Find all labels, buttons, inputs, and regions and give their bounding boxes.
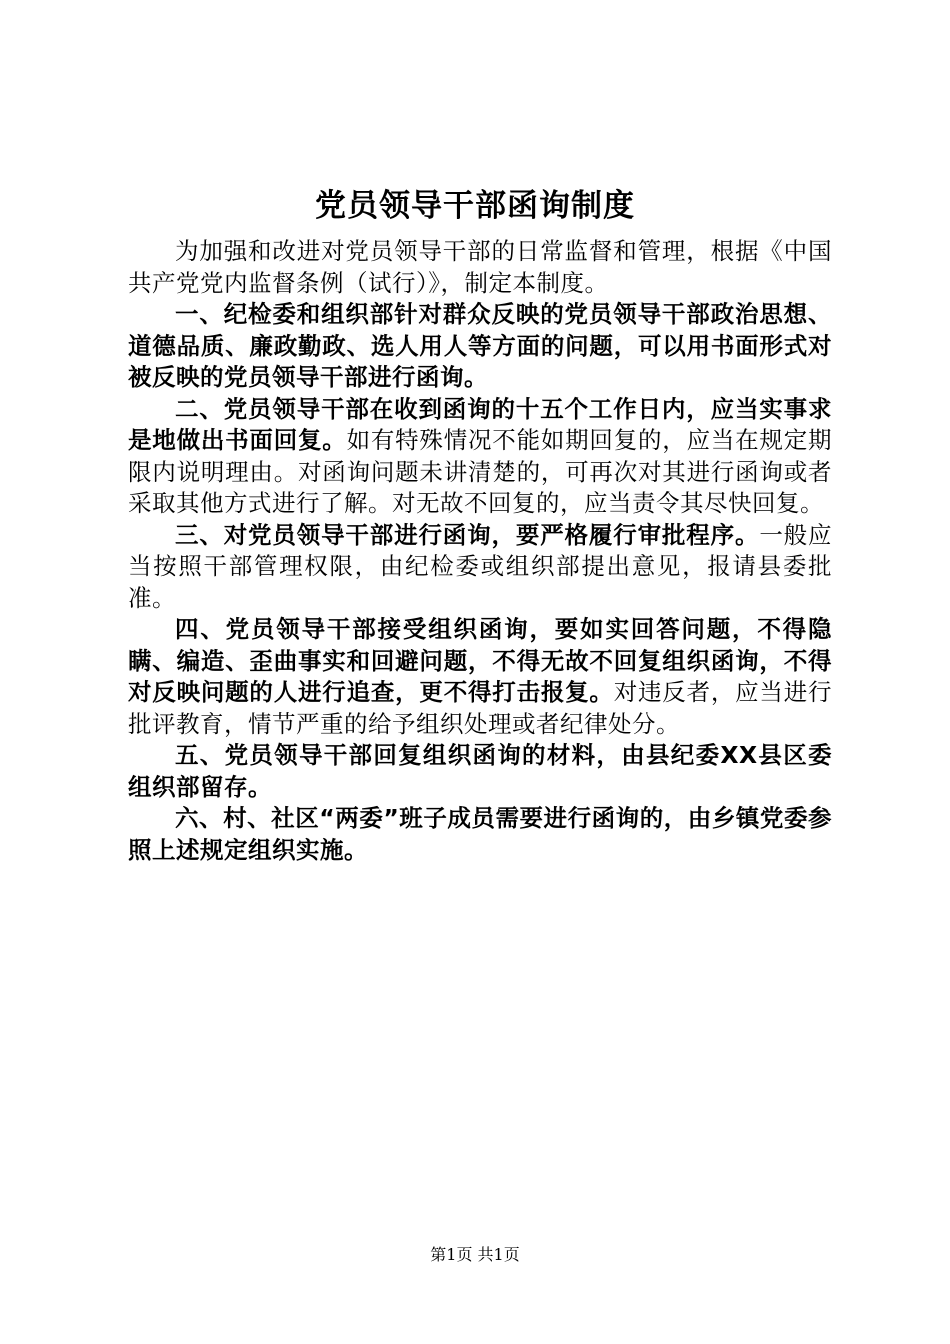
paragraph-article-4 [128, 614, 832, 740]
paragraph-normal-text: 为加强和改进对党员领导干部的日常监督和管理，根据《中国共产党党内监督条例（试行）》，制定本制度。 [128, 237, 832, 297]
paragraph-intro [128, 236, 832, 299]
paragraph-normal-text: 如有特殊情况不能如期回复的，应当在规定期限内说明理由。对函询问题未讲清楚的，可再次对其进行函询或者采取其他方式进行了解。对无故不回复的，应当责令其尽快回复。 [128, 426, 833, 517]
paragraph-bold-text: 四、党员领导干部接受组织函询，要如实回答问题，不得隐瞒、编造、歪曲事实和回避问题，不得无故不回复组织函询，不得对反映问题的人进行追查，更不得打击报复。 [128, 615, 832, 706]
paragraph-article-2 [128, 394, 832, 520]
paragraph-bold-text: 三、对党员领导干部进行函询，要严格履行审批程序。 [175, 520, 760, 549]
paragraph-article-6 [128, 803, 832, 866]
document-body [128, 236, 832, 866]
paragraph-bold-text: 一、纪检委和组织部针对群众反映的党员领导干部政治思想、道德品质、廉政勤政、选人用人等方面的问题，可以用书面形式对被反映的党员领导干部进行函询。 [128, 300, 832, 391]
paragraph-bold-text: 二、党员领导干部在收到函询的十五个工作日内，应当实事求是地做出书面回复。 [128, 394, 832, 454]
paragraph-normal-text: 对违反者，应当进行批评教育，情节严重的给予组织处理或者纪律处分。 [128, 678, 833, 738]
paragraph-bold-text: 六、村、社区“两委”班子成员需要进行函询的，由乡镇党委参照上述规定组织实施。 [128, 804, 832, 864]
document-title: 党员领导干部函询制度 [315, 188, 635, 224]
paragraph-normal-text: 一般应当按照干部管理权限，由纪检委或组织部提出意见，报请县委批准。 [128, 520, 833, 612]
paragraph-article-1 [128, 299, 832, 394]
page-number-footer: 第1页 共1页 [430, 1245, 520, 1264]
paragraph-bold-text: 五、党员领导干部回复组织函询的材料，由县纪委XX县区委组织部留存。 [128, 741, 832, 801]
paragraph-article-5 [128, 740, 832, 803]
paragraph-article-3 [128, 520, 832, 615]
